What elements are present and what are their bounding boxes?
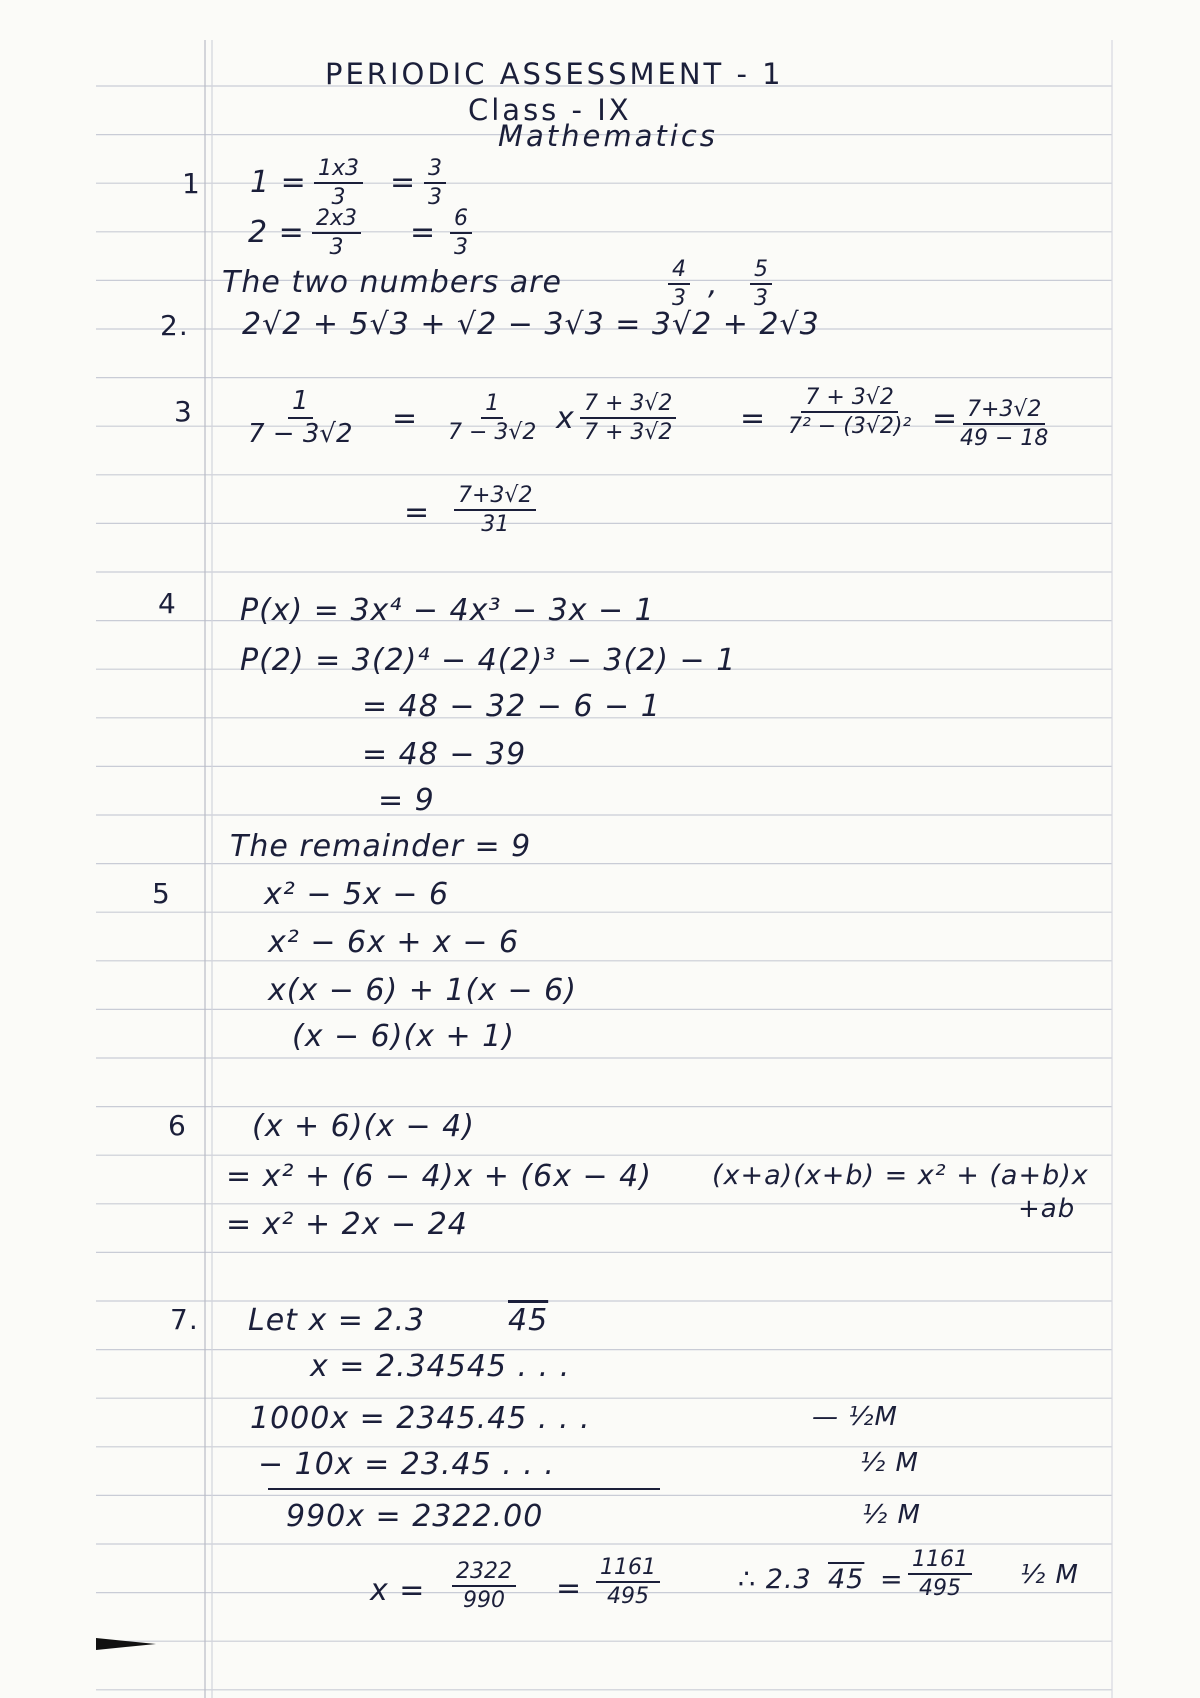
q4-line-3: = 48 − 32 − 6 − 1 — [362, 689, 661, 724]
q1-line2-result-num: 6 — [450, 207, 472, 234]
page-title: PERIODIC ASSESSMENT - 1 — [325, 57, 784, 91]
pen-stroke-mark — [96, 1638, 156, 1650]
q1-line1-result-num: 3 — [424, 157, 446, 184]
q3-equals-3: = — [932, 401, 959, 436]
q5-line-3: x(x − 6) + 1(x − 6) — [268, 973, 577, 1008]
q1-answer-f2-den: 3 — [754, 286, 768, 312]
q3-times: x — [556, 401, 575, 436]
q7-x-equals: x = — [370, 1573, 426, 1608]
q1-answer-text: The two numbers are — [222, 265, 562, 300]
q1-line1-numerator: 1x3 — [314, 157, 363, 184]
q3-f2-den: 7 − 3√2 — [448, 420, 537, 446]
q7-line-3: 1000x = 2345.45 . . . — [250, 1401, 591, 1436]
q1-answer-comma: , — [708, 267, 719, 302]
q7-conclusion-fraction — [908, 1548, 972, 1600]
q7-mark-4: ½ M — [1020, 1560, 1079, 1590]
question-number-4: 4 — [158, 587, 177, 620]
q3-fraction-3 — [580, 392, 676, 444]
q7-fc-den: 495 — [919, 1576, 961, 1602]
q7-fx2-den: 495 — [607, 1584, 649, 1610]
q7-let-prefix: Let x = 2.3 — [248, 1303, 426, 1338]
question-number-2: 2. — [160, 309, 189, 342]
q3-f3-num: 7 + 3√2 — [580, 392, 676, 419]
q6-line-1: (x + 6)(x − 4) — [252, 1109, 475, 1144]
q3-f5-den: 49 − 18 — [960, 426, 1049, 452]
q3-f4-den: 7² − (3√2)² — [788, 414, 912, 440]
q1-line2-denominator: 3 — [329, 235, 344, 261]
q7-mark-3: ½ M — [862, 1500, 921, 1530]
q3-f1-num: 1 — [288, 388, 313, 419]
q1-line1-result — [424, 157, 446, 209]
q1-answer-fraction-2 — [750, 258, 772, 310]
q1-line2-fraction — [312, 207, 361, 259]
q3-fraction-1 — [248, 388, 353, 449]
q3-f5-num: 7+3√2 — [963, 398, 1045, 425]
question-number-3: 3 — [174, 395, 193, 428]
q6-line-3: = x² + 2x − 24 — [226, 1207, 468, 1242]
question-number-5: 5 — [152, 877, 171, 910]
q7-fx1-num: 2322 — [452, 1560, 516, 1587]
q1-line2-result — [450, 207, 472, 259]
q7-fx1-den: 990 — [463, 1588, 505, 1614]
question-number-1: 1 — [182, 167, 201, 200]
q1-line1-result-den: 3 — [428, 185, 442, 211]
q1-line1-denominator: 3 — [331, 185, 346, 211]
q4-line-2: P(2) = 3(2)⁴ − 4(2)³ − 3(2) − 1 — [240, 643, 737, 678]
q1-line1-lhs: 1 = — [250, 165, 307, 200]
q3-fraction-4 — [788, 386, 911, 438]
q4-remainder: The remainder = 9 — [230, 829, 532, 864]
q3-fraction-6 — [454, 484, 536, 536]
q6-identity: (x+a)(x+b) = x² + (a+b)x — [712, 1160, 1089, 1191]
q5-line-4: (x − 6)(x + 1) — [292, 1019, 515, 1054]
class-label: Class - IX — [468, 93, 632, 127]
q1-answer-fraction-1 — [668, 258, 690, 310]
q7-fc-num: 1161 — [908, 1548, 972, 1575]
q7-conclusion-repeating: 45 — [828, 1564, 865, 1595]
q7-fx2-num: 1161 — [596, 1556, 660, 1583]
q3-f6-num: 7+3√2 — [454, 484, 536, 511]
q7-line-4: − 10x = 23.45 . . . — [258, 1447, 555, 1482]
q7-line-2: x = 2.34545 . . . — [310, 1349, 571, 1384]
question-number-6: 6 — [168, 1109, 187, 1142]
q3-f3-den: 7 + 3√2 — [584, 420, 673, 446]
q3-equals-1: = — [392, 401, 419, 436]
subject-label: Mathematics — [498, 119, 718, 153]
q1-line2-equals: = — [410, 215, 437, 250]
q7-line-5: 990x = 2322.00 — [286, 1499, 544, 1534]
q3-equals-4: = — [404, 495, 431, 530]
q7-conclusion-prefix: ∴ 2.3 — [738, 1564, 812, 1595]
q1-answer-f2-num: 5 — [750, 258, 772, 285]
q6-line-2: = x² + (6 − 4)x + (6x − 4) — [226, 1159, 652, 1194]
q7-mark-2: ½ M — [860, 1448, 919, 1478]
q3-f1-den: 7 − 3√2 — [248, 419, 353, 450]
q5-line-1: x² − 5x − 6 — [264, 877, 450, 912]
q2-expression: 2√2 + 5√3 + √2 − 3√3 = 3√2 + 2√3 — [242, 307, 820, 342]
question-number-7: 7. — [170, 1303, 199, 1336]
q1-line2-result-den: 3 — [454, 235, 468, 261]
q1-line2-lhs: 2 = — [248, 215, 305, 250]
q7-fraction-1 — [452, 1560, 516, 1612]
q1-line1-fraction — [314, 157, 363, 209]
q1-line2-numerator: 2x3 — [312, 207, 361, 234]
q4-line-1: P(x) = 3x⁴ − 4x³ − 3x − 1 — [240, 593, 655, 628]
q3-f2-num: 1 — [481, 392, 503, 419]
q7-fraction-2 — [596, 1556, 660, 1608]
q4-line-4: = 48 − 39 — [362, 737, 527, 772]
q7-equals: = — [556, 1571, 583, 1606]
q4-line-5: = 9 — [378, 783, 435, 818]
q7-conclusion-equals: = — [880, 1564, 904, 1595]
q1-answer-f1-den: 3 — [672, 286, 686, 312]
q3-f6-den: 31 — [481, 512, 510, 538]
q3-fraction-5 — [960, 398, 1048, 450]
q3-equals-2: = — [740, 401, 767, 436]
q7-let-repeating: 45 — [508, 1303, 549, 1338]
subtraction-rule — [268, 1488, 660, 1490]
q1-answer-f1-num: 4 — [668, 258, 690, 285]
q7-mark-1: — ½M — [812, 1402, 898, 1432]
q6-identity-continued: +ab — [1018, 1194, 1076, 1224]
q1-line1-equals: = — [390, 165, 417, 200]
q3-fraction-2 — [448, 392, 536, 444]
q3-f4-num: 7 + 3√2 — [801, 386, 897, 413]
q5-line-2: x² − 6x + x − 6 — [268, 925, 520, 960]
